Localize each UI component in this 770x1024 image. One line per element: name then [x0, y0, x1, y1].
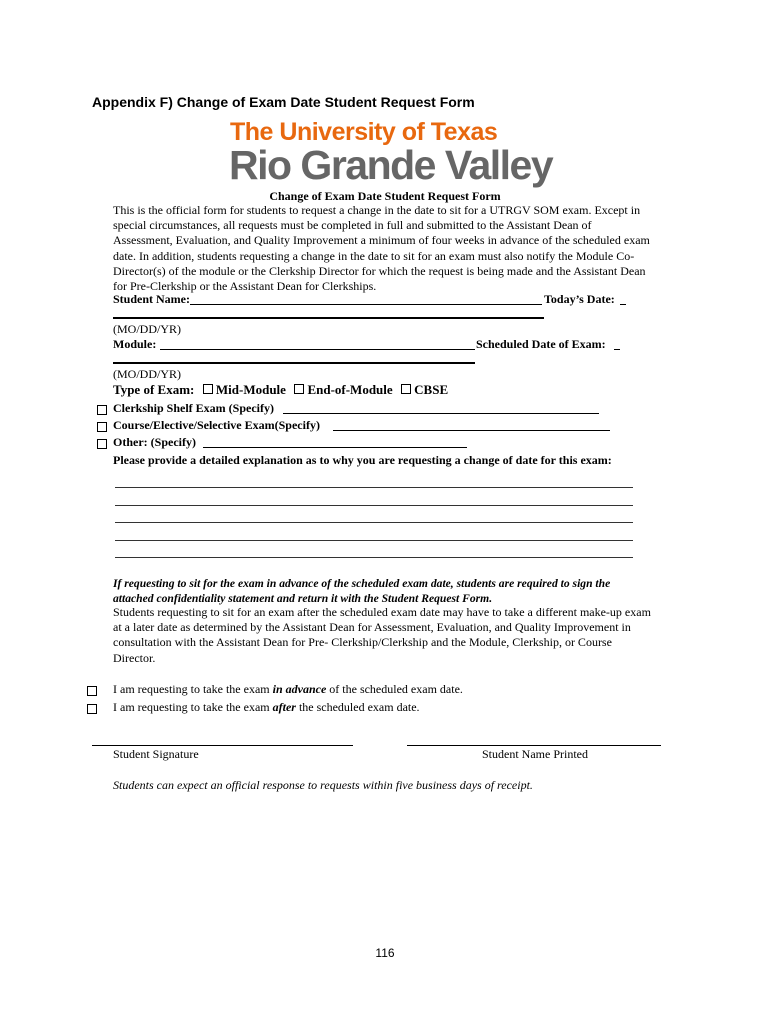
intro-line: special circumstances, all requests must be completed in full and submitted to the Assistant Dean of — [113, 218, 592, 233]
clerkship-field[interactable] — [283, 413, 599, 414]
date-format-hint: (MO/DD/YR) — [113, 367, 181, 381]
intro-line: Director(s) of the module or the Clerkship Director for which the request is being made and the Assistant Dean — [113, 263, 646, 278]
in-advance-option — [113, 682, 463, 697]
after-emphasis: after — [272, 700, 296, 714]
in-advance-checkbox[interactable] — [87, 686, 97, 696]
scheduled-date-label: Scheduled Date of Exam: — [476, 337, 606, 351]
university-logo-line2: Rio Grande Valley — [229, 142, 553, 188]
after-note — [113, 605, 688, 666]
end-of-module-checkbox[interactable] — [294, 384, 304, 394]
after-note-line: Director. — [113, 650, 156, 665]
other-field[interactable] — [203, 447, 467, 448]
todays-date-field[interactable] — [620, 304, 626, 305]
scheduled-date-underline — [113, 362, 475, 364]
intro-line: date. In addition, students requesting a change in the date to sit for an exam must also notify the Module Co- — [113, 248, 635, 263]
other-checkbox[interactable] — [97, 439, 107, 449]
todays-date-label: Today’s Date: — [544, 292, 615, 306]
intro-line: for Pre-Clerkship or the Assistant Dean for Clerkships. — [113, 279, 377, 294]
advance-note-line: attached confidentiality statement and return it with the Student Request Form. — [113, 592, 493, 606]
after-option — [113, 700, 420, 715]
advance-note — [113, 576, 688, 606]
page-heading: Appendix F) Change of Exam Date Student Request Form — [92, 94, 475, 110]
advance-note-line: If requesting to sit for the exam in advance of the scheduled exam date, students are required to sign the — [113, 577, 611, 590]
after-text: I am requesting to take the exam — [113, 700, 273, 714]
explanation-line[interactable] — [115, 487, 633, 488]
mid-module-option: Mid-Module — [215, 382, 286, 397]
course-field[interactable] — [333, 430, 610, 431]
explanation-line[interactable] — [115, 522, 633, 523]
course-checkbox[interactable] — [97, 422, 107, 432]
after-text-end: the scheduled exam date. — [295, 700, 420, 714]
after-checkbox[interactable] — [87, 704, 97, 714]
student-name-field[interactable] — [190, 304, 542, 305]
intro-line: Assessment, Evaluation, and Quality Improvement a minimum of four weeks in advance of the scheduled exam — [113, 233, 650, 248]
course-label: Course/Elective/Selective Exam(Specify) — [113, 418, 320, 432]
module-field[interactable] — [160, 349, 475, 350]
type-of-exam-row — [113, 382, 448, 398]
cbse-option: CBSE — [414, 382, 449, 397]
intro-line: This is the official form for students to request a change in the date to sit for a UTRGV SOM exam. Except in — [113, 203, 641, 217]
page-number: 116 — [375, 946, 395, 960]
student-name-label: Student Name: — [113, 292, 190, 306]
after-note-line: consultation with the Assistant Dean for Pre- Clerkship/Clerkship and the Module, Clerkship, or Course — [113, 635, 612, 650]
date-underline — [113, 317, 544, 319]
after-note-line: at a later date as determined by the Assistant Dean for Assessment, Evaluation, and Quality Improvement in — [113, 620, 631, 635]
scheduled-date-field[interactable] — [614, 349, 620, 350]
cbse-checkbox[interactable] — [401, 384, 411, 394]
student-name-printed-field[interactable] — [407, 745, 661, 746]
module-label: Module: — [113, 337, 157, 351]
after-note-line: Students requesting to sit for an exam after the scheduled exam date may have to take a different make-up exam — [113, 605, 651, 619]
in-advance-emphasis: in advance — [272, 682, 327, 696]
explanation-line[interactable] — [115, 505, 633, 506]
end-of-module-option: End-of-Module — [307, 382, 393, 397]
mid-module-checkbox[interactable] — [203, 384, 213, 394]
clerkship-checkbox[interactable] — [97, 405, 107, 415]
response-note: Students can expect an official response to requests within five business days of receipt. — [113, 778, 533, 792]
other-label: Other: (Specify) — [113, 435, 196, 449]
intro-paragraph — [113, 203, 688, 294]
university-logo-line1: The University of Texas — [230, 118, 498, 146]
form-title: Change of Exam Date Student Request Form — [269, 189, 501, 203]
student-name-printed-label: Student Name Printed — [482, 747, 588, 761]
date-format-hint: (MO/DD/YR) — [113, 322, 181, 336]
in-advance-text: I am requesting to take the exam — [113, 682, 273, 696]
clerkship-label: Clerkship Shelf Exam (Specify) — [113, 401, 275, 415]
in-advance-text-end: of the scheduled exam date. — [326, 682, 463, 696]
explanation-line[interactable] — [115, 540, 633, 541]
explanation-label: Please provide a detailed explanation as to why you are requesting a change of date for this exam: — [113, 453, 612, 467]
explanation-line[interactable] — [115, 557, 633, 558]
type-of-exam-label: Type of Exam: — [113, 382, 195, 397]
student-signature-field[interactable] — [92, 745, 353, 746]
student-signature-label: Student Signature — [113, 747, 199, 761]
